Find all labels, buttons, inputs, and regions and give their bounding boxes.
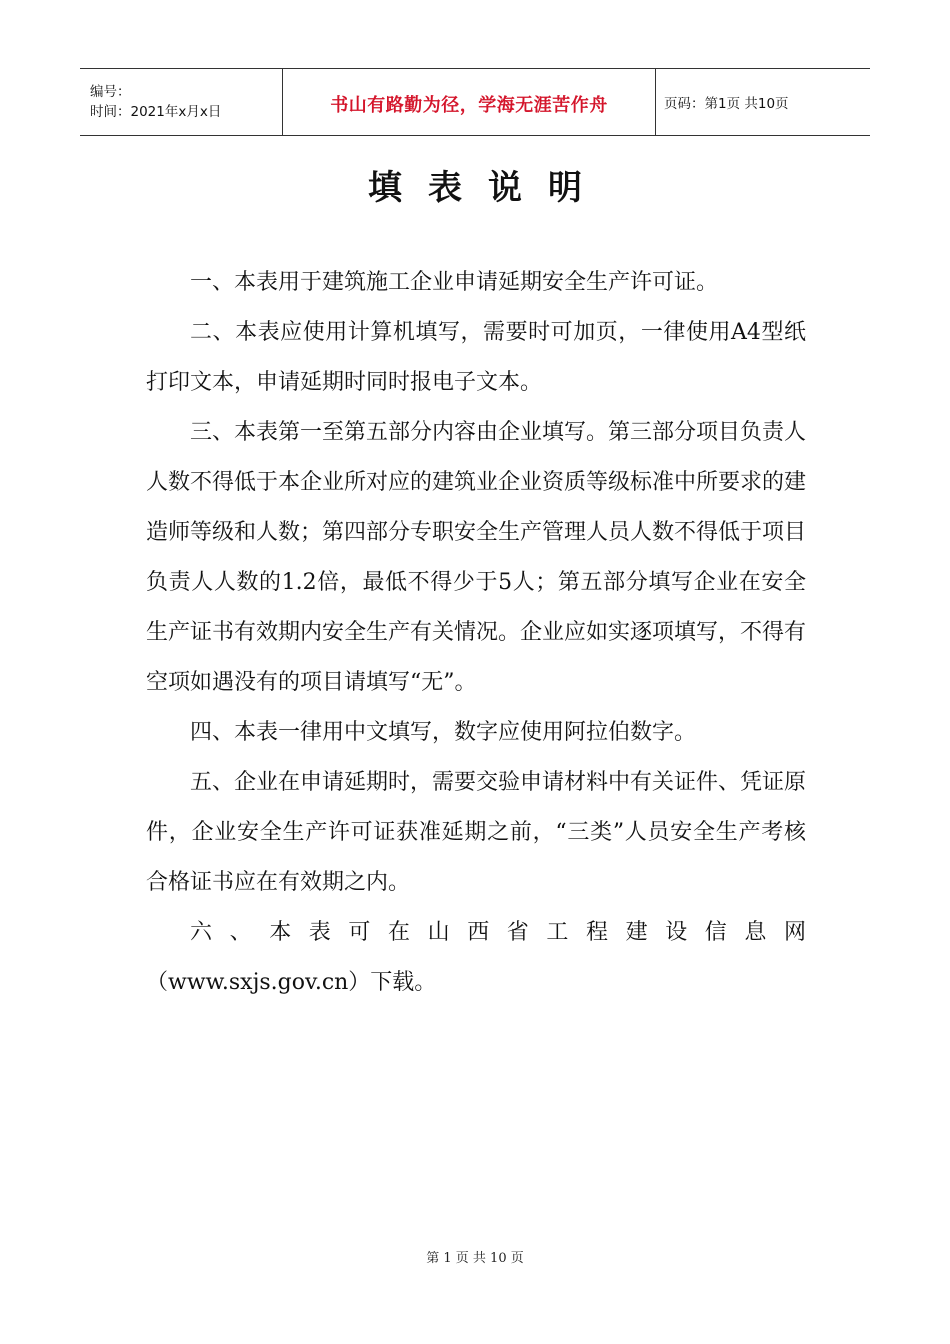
header-motto-cell (282, 69, 656, 135)
page-header (80, 68, 870, 136)
paragraph-4: 四、本表一律用中文填写，数字应使用阿拉伯数字。 (190, 720, 697, 745)
header-page-cell (656, 69, 870, 135)
document-time-label: 时间：2021年x月x日 (90, 104, 222, 120)
paragraph-2: 二、本表应使用计算机填写，需要时可加页，一律使用A4型纸打印文本，申请延期时同时报电子文本。 (146, 320, 806, 395)
header-motto: 书山有路勤为径，学海无涯苦作舟 (330, 95, 608, 116)
paragraph-6: 六、本表可在山西省工程建设信息网 (190, 920, 806, 945)
paragraph-5: 五、企业在申请延期时，需要交验申请材料中有关证件、凭证原件，企业安全生产许可证获准延期之前，“三类”人员安全生产考核合格证书应在有效期之内。 (146, 770, 807, 895)
page-footer: 第 1 页 共 10 页 (426, 1251, 524, 1266)
document-number-label: 编号： (90, 84, 131, 100)
paragraph-6-continued: （www.sxjs.gov.cn）下载。 (146, 970, 437, 995)
page-title: 填表说明 (368, 168, 608, 208)
document-body (146, 258, 806, 1008)
header-meta (80, 69, 282, 135)
paragraph-3: 三、本表第一至第五部分内容由企业填写。第三部分项目负责人人数不得低于本企业所对应的建筑业企业资质等级标准中所要求的建造师等级和人数；第四部分专职安全生产管理人员人数不得低于项目负责人人数的1.2倍，最低不得少于5人；第五部分填写企业在安全生产证书有效期内安全生产有关情况。企业应如实逐项填写，不得有空项如遇没有的项目请填写“无”。 (146, 420, 807, 695)
paragraph-1: 一、本表用于建筑施工企业申请延期安全生产许可证。 (190, 270, 719, 295)
header-page-info: 页码：第1页 共10页 (664, 96, 789, 112)
